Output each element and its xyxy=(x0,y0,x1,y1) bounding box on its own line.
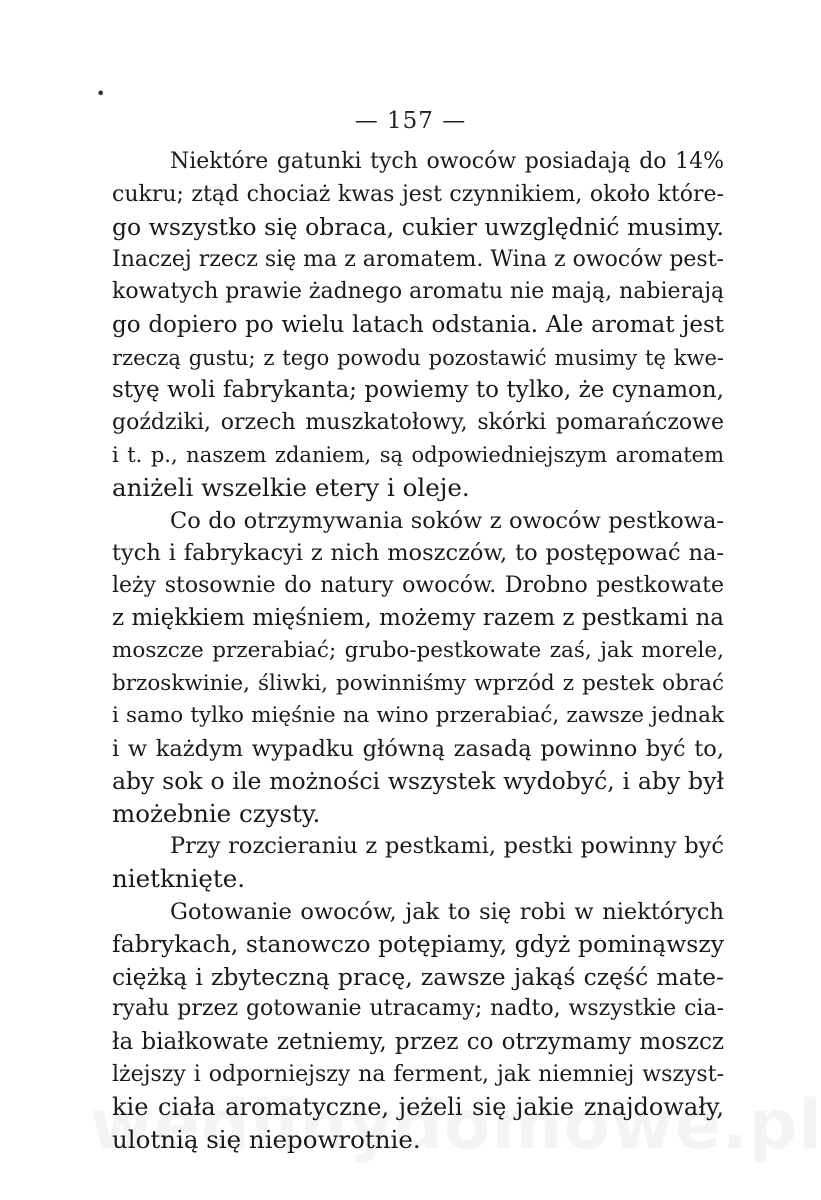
text-line: ulotnią się niepowrotnie. xyxy=(112,1124,421,1154)
text-line: i t. p., naszem zdaniem, są odpowiedniejszym aromatem xyxy=(112,443,724,468)
text-line: cukru; ztąd chociaż kwas jest czynnikiem, około które- xyxy=(112,181,724,207)
text-line: fabrykach, stanowczo potępiamy, gdyż pominąwszy xyxy=(112,930,724,959)
text-line: go wszystko się obraca, cukier uwzględnić musimy. xyxy=(112,213,724,242)
text-line: z miękkiem mięśniem, możemy razem z pestkami na xyxy=(112,605,724,632)
text-line: Co do otrzymywania soków z owoców pestkowa- xyxy=(170,507,724,534)
text-line: ryału przez gotowanie utracamy; nadto, wszystkie cia- xyxy=(112,996,724,1022)
paragraph xyxy=(112,146,724,505)
text-line: lżejszy i odporniejszy na ferment, jak niemniej wszyst- xyxy=(112,1061,724,1087)
text-line: aby sok o ile możności wszystek wydobyć, i aby był xyxy=(112,767,724,796)
text-line: Niektóre gatunki tych owoców posiadają do 14% xyxy=(170,149,724,174)
text-line: nietknięte. xyxy=(112,864,246,894)
watermark xyxy=(90,1086,740,1165)
paragraph xyxy=(112,505,724,831)
text-line: i samo tylko mięśnie na wino przerabiać, zawsze jednak xyxy=(112,703,724,729)
text-line: styę woli fabrykanta; powiemy to tylko, że cynamon, xyxy=(112,377,724,404)
text-line: brzoskwinie, śliwki, powinniśmy wprzód z pestek obrać xyxy=(112,670,724,696)
text-line: ła białkowate zetniemy, przez co otrzymamy moszcz xyxy=(112,1029,724,1056)
text-line: aniżeli wszelkie etery i oleje. xyxy=(112,472,470,502)
text-line: tych i fabrykacyi z nich moszczów, to postępować na- xyxy=(112,540,724,567)
text-line: kowatych prawie żadnego aromatu nie mają, nabierają xyxy=(112,279,725,305)
text-line: go dopiero po wielu latach odstania. Ale aromat jest xyxy=(112,311,724,338)
paragraph xyxy=(112,830,724,895)
text-line: rzeczą gustu; z tego powodu pozostawić musimy tę kwe- xyxy=(112,345,724,370)
text-line: ciężką i zbyteczną pracę, zawsze jakąś część mate- xyxy=(112,962,724,991)
text-line: możebnie czysty. xyxy=(112,798,321,828)
text-line: i w każdym wypadku główną zasadą powinno być to, xyxy=(112,735,724,762)
text-line: Inaczej rzecz się ma z aromatem. Wina z owoców pest- xyxy=(112,246,724,272)
text-line: kie ciała aromatyczne, jeżeli się jakie znajdowały, xyxy=(112,1093,724,1122)
text-line: Gotowanie owoców, jak to się robi w niektórych xyxy=(170,898,724,925)
body-text xyxy=(112,146,724,1156)
text-line: leży stosownie do natury owoców. Drobno pestkowate xyxy=(112,572,724,598)
page-number: — 157 — xyxy=(354,108,467,134)
text-line: moszcze przerabiać; grubo-pestkowate zaś, jak morele, xyxy=(112,637,724,663)
text-line: goździki, orzech muszkatołowy, skórki pomarańczowe xyxy=(112,409,724,435)
stray-mark: • xyxy=(96,84,106,103)
text-line: Przy rozcieraniu z pestkami, pestki powinny być xyxy=(170,833,724,860)
